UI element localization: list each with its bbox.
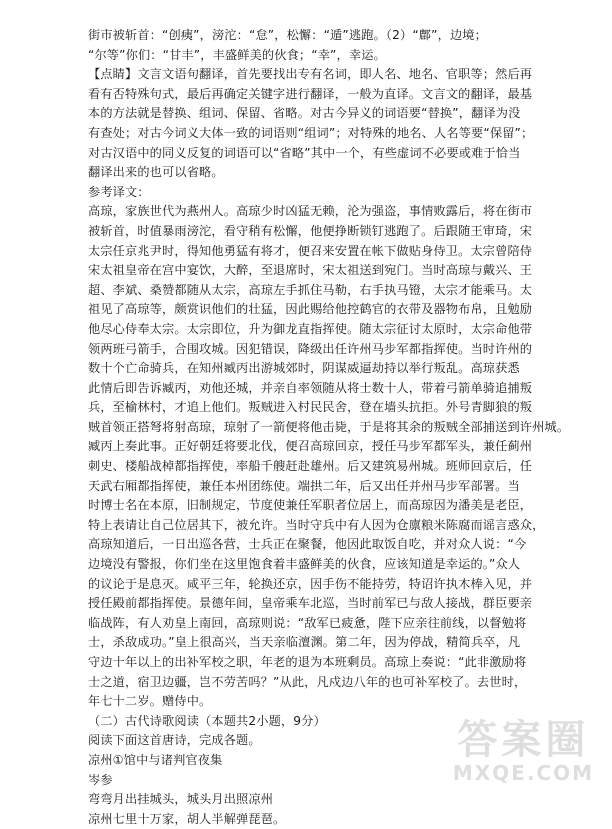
text-line: 本的方法就是替换、组词、保留、省略。对古今异义的词语要“替换”，翻译为没 <box>88 106 521 121</box>
text-line: 被斩首，时值暴雨滂沱，看守稍有松懈，他便挣断锁钉逃跑了。后跟随王审琦，宋 <box>88 223 533 238</box>
text-line: 高琼知道后，一日出巡各营，士兵正在聚餐，他因此取饭自吃，并对众人说：“今 <box>88 537 527 552</box>
text-line: 弯弯月出挂城头，城头月出照凉州 <box>88 792 274 807</box>
text-line: 边境没有警报，你们坐在这里饱食着丰盛鲜美的伙食，应该知道是幸运的。”众人 <box>88 557 521 572</box>
text-line: 他尽心侍奉太宗。太宗即位，升为御龙直指挥使。随太宗征讨太原时，太宗命他带 <box>88 321 533 336</box>
text-line: （二）古代诗歌阅读（本题共2小题，9分） <box>88 713 326 728</box>
text-line: 刺史、楼船战棹都指挥使，率船千艘赶赴雄州。后又建筑易州城。班师回京后，任 <box>88 459 533 474</box>
text-line: 【点睛】文言文语句翻译，首先要找出专有名词，即人名、地名、官职等；然后再 <box>88 67 533 82</box>
text-line: 对古汉语中的同义反复的词语可以“省略”其中一个，有些虚词不必要或难于恰当 <box>88 145 521 160</box>
text-line: “尔等”你们：“甘丰”，丰盛鲜美的伙食；“幸”，幸运。 <box>88 47 386 62</box>
text-line: 岑参 <box>88 772 113 787</box>
text-line: 宋太祖皇帝在宫中宴饮，大醉，至退席时，宋太祖送到宛门。当时高琼与戴兴、王 <box>88 263 533 278</box>
text-line: 阅读下面这首唐诗，完成各题。 <box>88 733 261 748</box>
watermark-logo: 答案圈 <box>457 717 590 763</box>
text-line: 参考译文： <box>88 184 150 199</box>
text-line: 臧丙上奏此事。正好朝廷将要北伐，便召高琼回京，授任马步军都军头，兼任蓟州 <box>88 439 533 454</box>
text-line: 翻译出来的也可以省略。 <box>88 165 224 180</box>
text-line: 兵，至榆林村，才追上他们。叛贼进入村民民舍，登在墙头抗拒。外号青脚狼的叛 <box>88 400 533 415</box>
text-line: 数十个亡命骑兵，在知州臧丙出游城郊时，阴谋威逼劫持以举行叛乱。高琼获悉 <box>88 361 520 376</box>
text-line: 守边十年以上的出补军校之职，年老的退为本班剩员。高琼上奏说：“此非激励将 <box>88 655 527 669</box>
text-line: 此情后即告诉臧丙，劝他还城，并亲自率领随从将士数十人，带着弓箭单骑追捕叛 <box>88 380 533 395</box>
text-line: 天武右厢都指挥使，兼任本州团练使。端拱二年，后又出任并州马步军部署。当 <box>88 478 520 493</box>
text-line: 看有否特殊句式，最后再确定关键字进行翻译，一般为直译。文言文的翻译，最基 <box>88 86 533 101</box>
text-line: 特上表请让自己位居其下，被允许。当时守兵中有人因为仓廪粮米陈腐而谣言惑众， <box>88 517 545 532</box>
text-line: 授任殿前都指挥使。景德年间，皇帝乘车北巡，当时前军已与敌人接战，群臣要亲 <box>88 596 533 611</box>
text-line: 有查处；对古今词义大体一致的词语则“组词”；对特殊的地名、人名等要“保留”； <box>88 125 534 140</box>
text-line: 士之道，宿卫边疆，岂不劳苦吗？”从此，凡戍边八年的也可补军校了。去世时， <box>88 674 527 689</box>
text-line: 领两班弓箭手，合围攻城。因犯错误，降级出任许州马步军都指挥使。当时许州的 <box>88 341 533 356</box>
text-line: 街市被斩首：“创痍”，滂沱：“怠”，松懈：“遁”逃跑。（2）“鄜”，边境； <box>88 28 487 42</box>
text-line: 士，杀敌成功。”皇上很高兴，当天亲临澶渊。第二年，因为停战，精简兵卒，凡 <box>88 635 521 650</box>
text-line: 时博士名在本原，旧制规定，节度使兼任军职者位居上，而高琼因为潘美是老臣， <box>88 498 533 513</box>
text-line: 凉州①馆中与诸判官夜集 <box>88 752 223 767</box>
text-line: 高琼，家族世代为燕州人。高琼少时凶猛无赖，沦为强盗，事情败露后，将在街市 <box>88 204 533 219</box>
text-line: 年七十二岁。赠侍中。 <box>88 694 212 709</box>
text-line: 凉州七里十万家，胡人半解弹琵琶。 <box>88 811 286 826</box>
text-line: 太宗任京兆尹时，得知他勇猛有将才，便召来安置在帐下做贴身侍卫。太宗曾陪侍 <box>88 243 533 258</box>
text-line: 超、李斌、桑赞都随从太宗，高琼左手抓住马勒，右手执马镫，太宗才能乘马。太 <box>88 282 533 297</box>
text-line: 的议论于是息灭。咸平三年，轮换还京，因手伤不能持劳，特诏许执木棒入见，并 <box>88 576 533 591</box>
text-line: 临战阵，有人劝皇上南回，高琼则说：“敌军已疲惫，陛下应亲往前线，以督勉将 <box>88 615 527 630</box>
watermark-url: MXQE.COM <box>452 761 594 785</box>
watermark <box>453 718 594 784</box>
text-line: 祖见了高琼等，颇赏识他们的壮猛，因此赐给他控鹤官的衣带及器物布帛，且勉励 <box>88 302 533 317</box>
text-line: 贼首领正搭弩将射高琼，琼射了一箭便将他击毙，于是将其余的叛贼全部捕送到许州城。 <box>88 419 570 434</box>
